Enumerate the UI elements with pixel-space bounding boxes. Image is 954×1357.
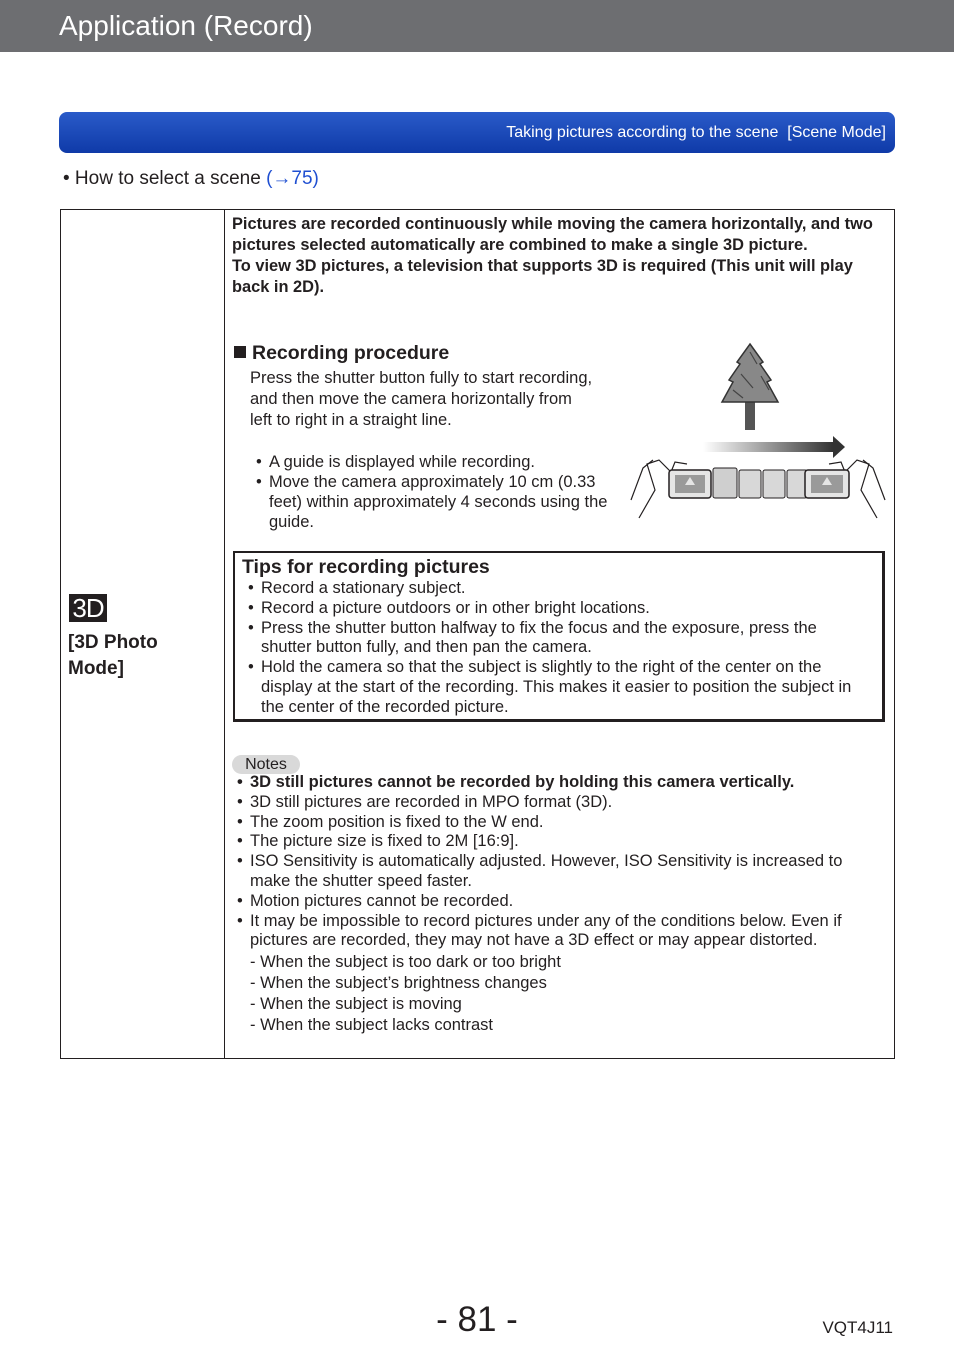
header-bar — [0, 0, 954, 52]
notes-list — [233, 773, 883, 1036]
camera-icon — [669, 470, 711, 498]
section-title: Taking pictures according to the scene [Scene Mode] — [506, 124, 886, 141]
notes-badge: Notes — [232, 755, 300, 774]
list-item: • 3D still pictures cannot be recorded by holding this camera vertically. — [233, 773, 883, 793]
howto-text: • How to select a scene — [63, 168, 267, 189]
list-item: • 3D still pictures are recorded in MPO format (3D). — [233, 793, 883, 813]
procedure-heading-text: Recording procedure — [252, 342, 450, 364]
sub-item: - When the subject is too dark or too bright — [250, 953, 561, 972]
list-item: • Hold the camera so that the subject is slightly to the right of the center on the display at the start of the recording. This makes it easier to position the subject in the center of the recorded picture. — [241, 658, 871, 717]
intro-paragraph-1: Pictures are recorded continuously while moving the camera horizontally, and two pictures selected automatically are combined to make a single 3D picture. — [232, 215, 873, 254]
intro-paragraph-2: To view 3D pictures, a television that supports 3D is required (This unit will play back in 2D). — [232, 257, 853, 296]
3d-mode-icon: 3D — [69, 594, 107, 622]
page-title: Application (Record) — [59, 10, 313, 41]
document-code: VQT4J11 — [822, 1318, 893, 1337]
column-divider — [224, 210, 225, 1058]
sub-item: - When the subject’s brightness changes — [250, 974, 547, 993]
tree-icon — [722, 344, 778, 430]
list-item: • Move the camera approximately 10 cm (0.33 feet) within approximately 4 seconds using the guide. — [250, 472, 610, 532]
list-item: • Record a picture outdoors or in other bright locations. — [241, 599, 871, 619]
howto-line — [63, 169, 319, 190]
condition-sublist — [250, 952, 883, 1036]
list-item: • Record a stationary subject. — [241, 579, 871, 599]
list-item-with-subitems — [233, 912, 883, 1037]
intro-text — [232, 214, 892, 298]
sub-item: - When the subject is moving — [250, 995, 462, 1014]
right-arrow-icon — [703, 436, 845, 458]
scene-mode-table — [60, 209, 895, 1059]
procedure-bullets — [250, 452, 610, 532]
list-item: • The zoom position is fixed to the W end. — [233, 813, 883, 833]
section-banner — [59, 112, 895, 153]
tips-list — [241, 579, 871, 718]
sub-item: - When the subject lacks contrast — [250, 1016, 494, 1035]
list-item: • A guide is displayed while recording. — [250, 452, 610, 472]
procedure-heading — [234, 343, 449, 364]
tips-title: Tips for recording pictures — [242, 556, 490, 578]
square-bullet-icon — [234, 346, 246, 358]
list-item: • Motion pictures cannot be recorded. — [233, 892, 883, 912]
list-item-text: • It may be impossible to record pictures under any of the conditions below. Even if pictures are recorded, they may not have a 3D effect or may appear distorted. — [250, 911, 842, 950]
list-item: • The picture size is fixed to 2M [16:9]. — [233, 832, 883, 852]
camera-icon — [805, 470, 849, 498]
list-item: • ISO Sensitivity is automatically adjusted. However, ISO Sensitivity is increased to make the shutter speed faster. — [233, 852, 883, 892]
mode-label: [3D Photo Mode] — [68, 632, 158, 679]
tips-box — [233, 551, 885, 722]
page-number: - 81 - — [436, 1300, 518, 1339]
list-item: • Press the shutter button halfway to fix the focus and the exposure, press the shutter button fully, and then pan the camera. — [241, 619, 871, 659]
procedure-text: Press the shutter button fully to start recording, and then move the camera horizontally from left to right in a straight line. — [250, 369, 593, 429]
panning-illustration — [629, 340, 887, 522]
page-reference-link[interactable]: (→75) — [266, 168, 319, 189]
